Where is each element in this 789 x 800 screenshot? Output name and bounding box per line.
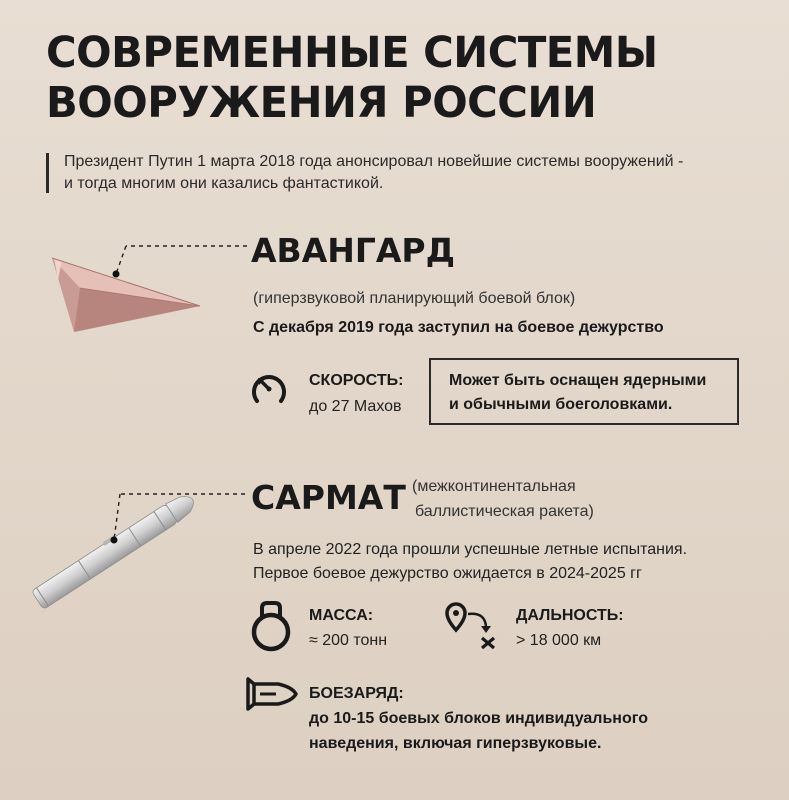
- page-title-line-1: СОВРЕМЕННЫЕ СИСТЕМЫ: [46, 28, 658, 78]
- page-title: [46, 28, 744, 128]
- warhead-line-2: наведения, включая гиперзвуковые.: [309, 735, 602, 752]
- avangard-status: С декабря 2019 года заступил на боевое дежурство: [253, 319, 664, 336]
- intro-text: [64, 151, 764, 195]
- warhead-label: БОЕЗАРЯД:: [309, 685, 404, 702]
- sarmat-subtitle-line-2: баллистическая ракета): [415, 503, 594, 520]
- avangard-name: АВАНГАРД: [251, 231, 455, 270]
- intro-line-2: и тогда многим они казались фантастикой.: [64, 175, 384, 192]
- route-icon: [442, 600, 502, 650]
- sarmat-pointer-line: [108, 492, 248, 544]
- sarmat-subtitle-line-1: (межконтинентальная: [412, 478, 576, 495]
- page-title-line-2: ВООРУЖЕНИЯ РОССИИ: [46, 78, 597, 128]
- sarmat-name: САРМАТ: [251, 478, 406, 517]
- mass-value: ≈ 200 тонн: [309, 632, 388, 649]
- mass-label: МАССА:: [309, 607, 374, 624]
- warhead-icon: [246, 677, 298, 711]
- avangard-subtitle: (гиперзвуковой планирующий боевой блок): [253, 290, 576, 307]
- speed-value: до 27 Махов: [309, 398, 402, 415]
- note-line-2: и обычными боеголовками.: [449, 396, 673, 413]
- sarmat-desc-line-2: Первое боевое дежурство ожидается в 2024-2025 гг: [253, 565, 642, 582]
- note-line-1: Может быть оснащен ядерными: [449, 372, 707, 389]
- kettlebell-icon: [249, 600, 293, 652]
- sarmat-desc-line-1: В апреле 2022 года прошли успешные летные испытания.: [253, 541, 688, 558]
- range-label: ДАЛЬНОСТЬ:: [516, 607, 624, 624]
- speedometer-icon: [248, 368, 290, 410]
- speed-label: СКОРОСТЬ:: [309, 372, 404, 389]
- avangard-pointer-line: [110, 244, 250, 279]
- warhead-line-1: до 10-15 боевых блоков индивидуального: [309, 710, 648, 727]
- range-value: > 18 000 км: [516, 632, 602, 649]
- intro-line-1: Президент Путин 1 марта 2018 года анонсировал новейшие системы вооружений -: [64, 153, 684, 170]
- intro-accent-bar: [46, 153, 49, 193]
- avangard-warhead-note: [429, 358, 739, 425]
